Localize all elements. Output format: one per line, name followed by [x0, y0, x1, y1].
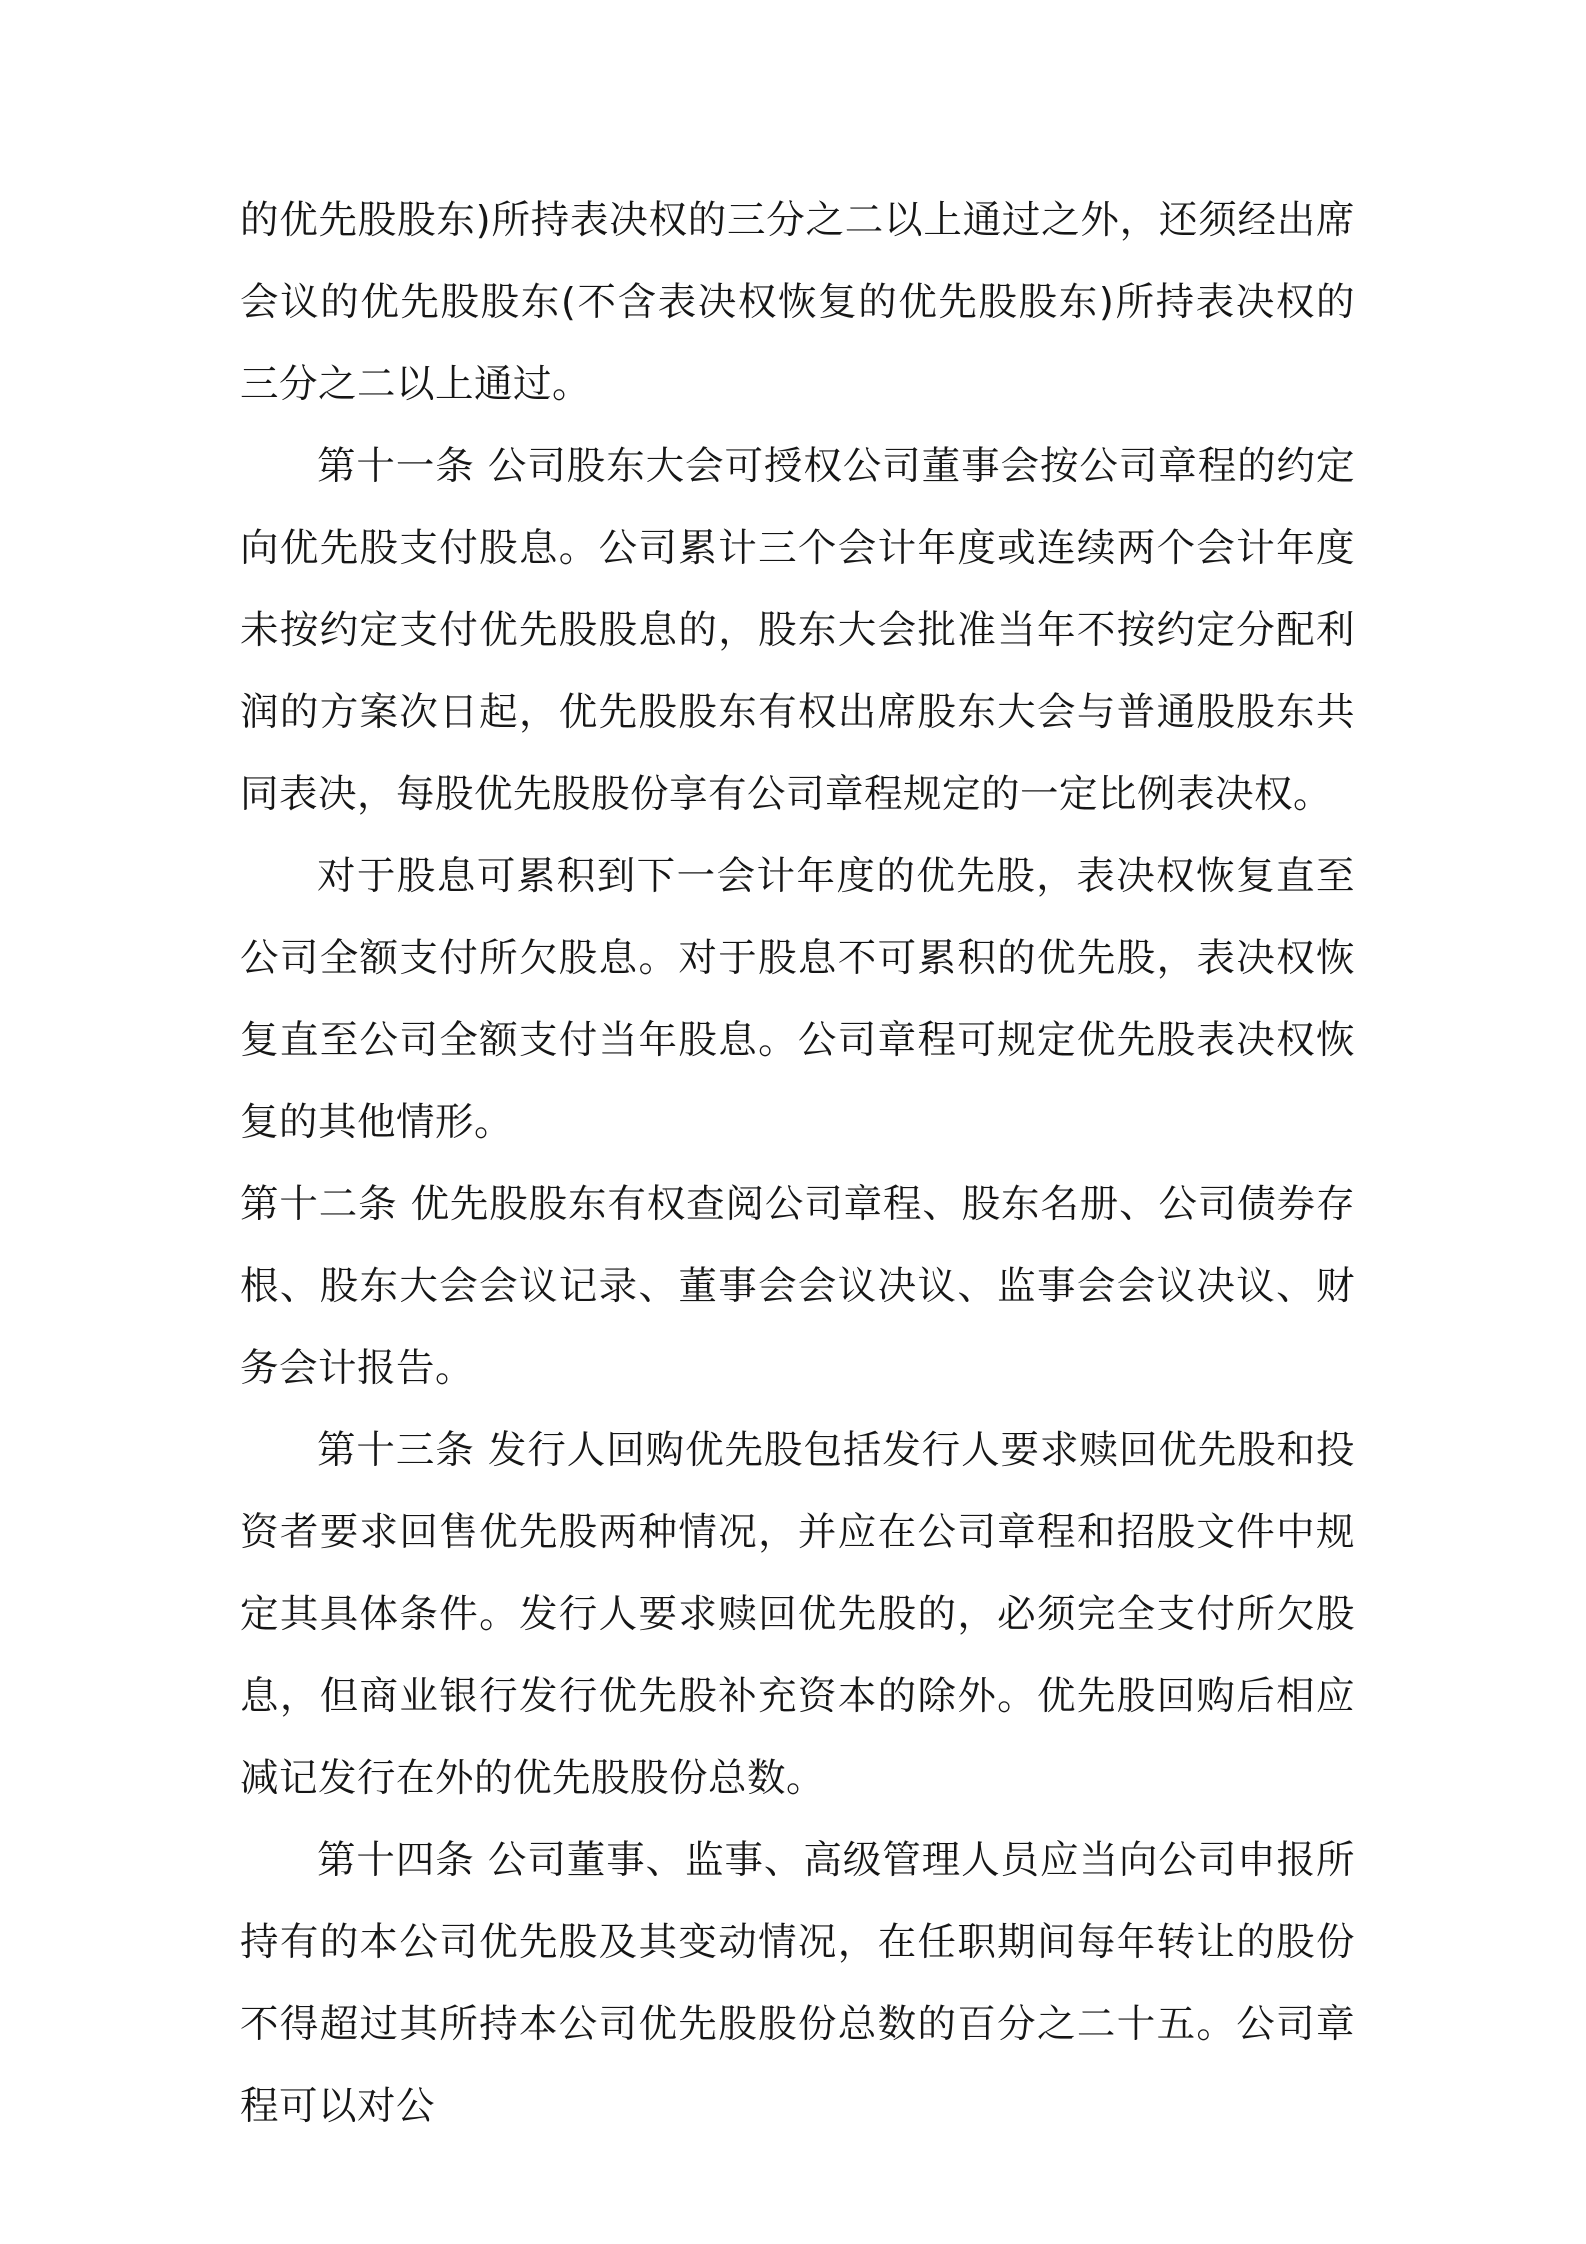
- document-body: [240, 180, 1355, 2148]
- paragraph-article-12: 第十二条 优先股股东有权查阅公司章程、股东名册、公司债券存根、股东大会会议记录、董事会会议决议、监事会会议决议、财务会计报告。: [240, 1182, 1355, 1391]
- paragraph-article-13: 第十三条 发行人回购优先股包括发行人要求赎回优先股和投资者要求回售优先股两种情况，并应在公司章程和招股文件中规定其具体条件。发行人要求赎回优先股的，必须完全支付所欠股息，但商业银行发行优先股补充资本的除外。优先股回购后相应减记发行在外的优先股股份总数。: [240, 1428, 1355, 1801]
- paragraph-article-14: 第十四条 公司董事、监事、高级管理人员应当向公司申报所持有的本公司优先股及其变动情况，在任职期间每年转让的股份不得超过其所持本公司优先股股份总数的百分之二十五。公司章程可以对公: [240, 1838, 1355, 2129]
- paragraph-article-11: 第十一条 公司股东大会可授权公司董事会按公司章程的约定向优先股支付股息。公司累计三个会计年度或连续两个会计年度未按约定支付优先股股息的，股东大会批准当年不按约定分配利润的方案次日起，优先股股东有权出席股东大会与普通股股东共同表决，每股优先股股份享有公司章程规定的一定比例表决权。: [240, 444, 1355, 817]
- paragraph-continuation: 的优先股股东)所持表决权的三分之二以上通过之外，还须经出席会议的优先股股东(不含表决权恢复的优先股股东)所持表决权的三分之二以上通过。: [240, 198, 1355, 407]
- paragraph-article-11-voting-restoration: 对于股息可累积到下一会计年度的优先股，表决权恢复直至公司全额支付所欠股息。对于股息不可累积的优先股，表决权恢复直至公司全额支付当年股息。公司章程可规定优先股表决权恢复的其他情形。: [240, 854, 1355, 1145]
